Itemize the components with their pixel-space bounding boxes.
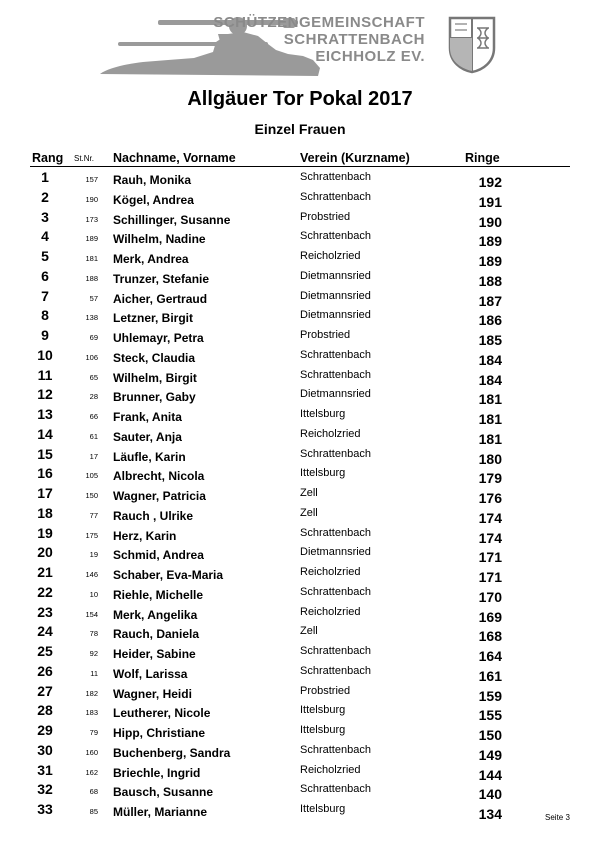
score-cell: 179 <box>478 470 502 487</box>
club-cell: Zell <box>300 625 318 638</box>
table-row <box>0 620 600 645</box>
rank-cell: 28 <box>37 702 53 719</box>
page-title: Allgäuer Tor Pokal 2017 <box>187 88 413 110</box>
rank-cell: 31 <box>37 761 53 778</box>
name-cell: Letzner, Birgit <box>113 311 194 326</box>
table-row <box>0 186 600 210</box>
rank-cell: 22 <box>37 583 53 600</box>
stnr-cell: 154 <box>85 609 98 619</box>
table-row <box>0 581 600 605</box>
stnr-cell: 189 <box>85 234 98 244</box>
score-cell: 181 <box>478 430 502 447</box>
score-cell: 188 <box>478 272 502 289</box>
coat-of-arms-icon <box>447 14 497 74</box>
rank-cell: 14 <box>37 425 53 442</box>
column-header-rank: Rang <box>32 151 64 165</box>
rank-cell: 27 <box>37 682 53 699</box>
stnr-cell: 28 <box>89 392 98 402</box>
club-cell: Ittelsburg <box>300 803 346 815</box>
club-cell: Reicholzried <box>300 566 361 578</box>
name-cell: Trunzer, Stefanie <box>113 271 210 286</box>
score-cell: 144 <box>478 766 502 783</box>
rank-cell: 26 <box>37 662 53 679</box>
stnr-cell: 11 <box>90 668 98 678</box>
stnr-cell: 85 <box>89 807 98 816</box>
club-cell: Dietmannsried <box>300 269 371 282</box>
club-cell: Schrattenbach <box>300 447 371 460</box>
rank-cell: 21 <box>37 564 53 580</box>
stnr-cell: 175 <box>85 530 98 540</box>
rank-cell: 4 <box>41 228 49 245</box>
table-row <box>0 166 600 190</box>
stnr-cell: 157 <box>85 175 98 184</box>
score-cell: 181 <box>478 411 502 427</box>
name-cell: Merk, Andrea <box>113 252 189 266</box>
table-row <box>0 601 600 625</box>
rank-cell: 12 <box>37 386 53 403</box>
rank-cell: 13 <box>37 406 53 422</box>
score-cell: 134 <box>478 806 502 822</box>
club-cell: Schrattenbach <box>300 645 371 657</box>
rank-cell: 20 <box>37 544 53 561</box>
name-cell: Läufle, Karin <box>113 449 186 464</box>
club-cell: Probstried <box>300 329 351 341</box>
table-row <box>0 423 600 447</box>
table-row <box>0 798 600 822</box>
rank-cell: 9 <box>41 327 49 343</box>
stnr-cell: 162 <box>85 767 98 777</box>
name-cell: Briechle, Ingrid <box>113 765 201 780</box>
stnr-cell: 17 <box>89 451 98 461</box>
table-row <box>0 245 600 269</box>
club-cell: Schrattenbach <box>300 743 371 756</box>
table-row <box>0 778 600 803</box>
table-row <box>0 482 600 506</box>
name-cell: Kögel, Andrea <box>113 192 194 207</box>
name-cell: Heider, Sabine <box>113 647 196 661</box>
table-row <box>0 285 600 309</box>
stnr-cell: 92 <box>89 649 98 658</box>
rank-cell: 17 <box>37 485 53 501</box>
club-cell: Reicholzried <box>300 763 361 776</box>
column-header-stnr: St.Nr. <box>74 154 95 163</box>
stnr-cell: 65 <box>89 372 98 382</box>
stnr-cell: 190 <box>85 194 98 204</box>
club-cell: Schrattenbach <box>300 526 371 539</box>
rank-cell: 10 <box>37 346 53 363</box>
name-cell: Hipp, Christiane <box>113 726 206 740</box>
table-row <box>0 640 600 664</box>
stnr-cell: 69 <box>89 333 98 342</box>
stnr-cell: 105 <box>85 471 98 481</box>
score-cell: 189 <box>478 233 502 250</box>
club-cell: Ittelsburg <box>300 724 346 736</box>
table-row <box>0 304 600 329</box>
stnr-cell: 150 <box>85 491 98 500</box>
name-cell: Wolf, Larissa <box>113 666 188 681</box>
stnr-cell: 188 <box>85 273 98 283</box>
club-cell: Dietmannsried <box>300 546 371 559</box>
stnr-cell: 79 <box>89 728 98 737</box>
table-row <box>0 206 600 230</box>
table-row <box>0 462 600 487</box>
table-row <box>0 739 600 763</box>
score-cell: 181 <box>478 391 502 408</box>
club-cell: Zell <box>300 506 318 519</box>
club-cell: Reicholzried <box>300 427 361 440</box>
club-cell: Reicholzried <box>300 250 361 262</box>
rank-cell: 24 <box>37 623 53 640</box>
club-cell: Reicholzried <box>300 605 361 618</box>
score-cell: 140 <box>478 786 502 803</box>
rank-cell: 5 <box>41 248 49 264</box>
club-cell: Probstried <box>300 210 351 223</box>
name-cell: Brunner, Gaby <box>113 390 196 405</box>
rank-cell: 11 <box>37 366 53 383</box>
club-cell: Dietmannsried <box>300 289 371 302</box>
rank-cell: 7 <box>41 287 49 304</box>
score-cell: 155 <box>478 707 502 724</box>
club-cell: Schrattenbach <box>300 171 371 183</box>
score-cell: 189 <box>478 253 502 269</box>
stnr-cell: 68 <box>89 787 98 797</box>
table-row <box>0 502 600 526</box>
rank-cell: 25 <box>37 643 53 659</box>
score-cell: 171 <box>478 569 502 585</box>
stnr-cell: 77 <box>89 510 98 520</box>
rank-cell: 2 <box>41 188 49 205</box>
rank-cell: 1 <box>41 169 49 185</box>
page-subtitle: Einzel Frauen <box>254 121 346 137</box>
table-row <box>0 443 600 467</box>
club-cell: Dietmannsried <box>300 309 371 322</box>
table-row <box>0 403 600 427</box>
score-cell: 184 <box>478 351 502 368</box>
score-cell: 186 <box>478 312 502 329</box>
club-cell: Ittelsburg <box>300 467 346 480</box>
name-cell: Buchenberg, Sandra <box>113 745 231 760</box>
name-cell: Steck, Claudia <box>113 350 196 365</box>
score-cell: 187 <box>478 292 502 309</box>
rank-cell: 3 <box>41 208 49 225</box>
table-row <box>0 383 600 408</box>
club-cell: Schrattenbach <box>300 664 371 677</box>
rank-cell: 32 <box>37 781 53 798</box>
table-row <box>0 759 600 783</box>
club-cell: Probstried <box>300 684 351 697</box>
score-cell: 192 <box>478 174 502 190</box>
table-row <box>0 541 600 566</box>
club-cell: Schrattenbach <box>300 783 371 796</box>
name-cell: Rauch, Daniela <box>113 627 200 642</box>
page-number: Seite 3 <box>545 813 570 822</box>
club-cell: Ittelsburg <box>300 704 346 717</box>
score-cell: 150 <box>478 727 502 743</box>
rank-cell: 6 <box>41 267 49 284</box>
name-cell: Wilhelm, Birgit <box>113 370 197 385</box>
table-row <box>0 324 600 348</box>
stnr-cell: 66 <box>89 412 98 421</box>
name-cell: Wagner, Patricia <box>113 489 206 503</box>
name-cell: Schillinger, Susanne <box>113 212 231 227</box>
rank-cell: 8 <box>41 307 49 324</box>
score-cell: 169 <box>478 608 502 625</box>
column-header-name: Nachname, Vorname <box>113 151 236 165</box>
table-row <box>0 344 600 368</box>
club-cell: Dietmannsried <box>300 388 371 401</box>
club-name <box>200 14 425 65</box>
score-cell: 176 <box>478 490 502 506</box>
rank-cell: 16 <box>37 465 53 482</box>
stnr-cell: 78 <box>89 629 98 639</box>
rank-cell: 15 <box>37 445 53 462</box>
table-row <box>0 719 600 743</box>
club-name-line-3: EICHHOLZ EV. <box>315 48 425 65</box>
stnr-cell: 19 <box>89 550 98 560</box>
stnr-cell: 182 <box>85 688 98 698</box>
score-cell: 164 <box>478 648 502 664</box>
column-header-score: Ringe <box>465 151 500 165</box>
club-name-line-1: SCHÜTZENGEMEINSCHAFT <box>213 14 425 31</box>
table-row <box>0 660 600 684</box>
table-row <box>0 680 600 704</box>
stnr-cell: 173 <box>85 214 98 224</box>
score-cell: 191 <box>478 193 502 210</box>
club-cell: Schrattenbach <box>300 230 371 243</box>
stnr-cell: 181 <box>85 254 98 263</box>
score-cell: 171 <box>478 549 502 566</box>
score-cell: 174 <box>478 529 502 546</box>
name-cell: Herz, Karin <box>113 528 177 543</box>
stnr-cell: 138 <box>85 313 98 323</box>
name-cell: Riehle, Michelle <box>113 587 204 602</box>
stnr-cell: 183 <box>85 708 98 718</box>
club-cell: Ittelsburg <box>300 408 346 420</box>
table-row <box>0 364 600 388</box>
stnr-cell: 61 <box>89 431 98 441</box>
rank-cell: 23 <box>37 603 53 620</box>
rank-cell: 19 <box>37 524 53 541</box>
name-cell: Bausch, Susanne <box>113 785 214 800</box>
stnr-cell: 106 <box>85 352 98 362</box>
results-table <box>0 166 600 822</box>
name-cell: Rauch , Ulrike <box>113 508 194 523</box>
club-cell: Schrattenbach <box>300 585 371 598</box>
name-cell: Wilhelm, Nadine <box>113 232 206 247</box>
score-cell: 149 <box>478 746 502 763</box>
stnr-cell: 146 <box>85 570 98 579</box>
name-cell: Sauter, Anja <box>113 429 182 444</box>
score-cell: 184 <box>478 371 502 388</box>
club-name-line-2: SCHRATTENBACH <box>283 31 425 48</box>
score-cell: 159 <box>478 687 502 704</box>
name-cell: Aicher, Gertraud <box>113 291 208 306</box>
table-row <box>0 265 600 289</box>
name-cell: Merk, Angelika <box>113 607 198 622</box>
name-cell: Schaber, Eva-Maria <box>113 568 224 582</box>
column-header-club: Verein (Kurzname) <box>300 151 410 165</box>
stnr-cell: 57 <box>89 293 98 303</box>
score-cell: 174 <box>478 509 502 526</box>
name-cell: Rauh, Monika <box>113 173 192 187</box>
stnr-cell: 160 <box>85 747 98 757</box>
club-cell: Zell <box>300 487 318 499</box>
score-cell: 185 <box>478 332 502 348</box>
rank-cell: 30 <box>37 741 53 758</box>
score-cell: 161 <box>478 667 502 684</box>
score-cell: 168 <box>478 628 502 645</box>
rank-cell: 33 <box>37 801 53 817</box>
name-cell: Schmid, Andrea <box>113 548 204 563</box>
table-row <box>0 225 600 250</box>
name-cell: Albrecht, Nicola <box>113 469 205 484</box>
score-cell: 190 <box>478 213 502 230</box>
rank-cell: 29 <box>37 722 53 738</box>
name-cell: Wagner, Heidi <box>113 686 192 701</box>
rank-cell: 18 <box>37 504 53 521</box>
score-cell: 170 <box>478 588 502 605</box>
score-cell: 180 <box>478 450 502 467</box>
name-cell: Leutherer, Nicole <box>113 706 211 721</box>
club-cell: Schrattenbach <box>300 190 371 203</box>
table-row <box>0 699 600 724</box>
name-cell: Uhlemayr, Petra <box>113 331 204 345</box>
name-cell: Frank, Anita <box>113 410 182 424</box>
table-row <box>0 522 600 546</box>
club-cell: Schrattenbach <box>300 348 371 361</box>
table-row <box>0 561 600 585</box>
stnr-cell: 10 <box>89 589 98 599</box>
club-cell: Schrattenbach <box>300 368 371 381</box>
name-cell: Müller, Marianne <box>113 805 208 819</box>
